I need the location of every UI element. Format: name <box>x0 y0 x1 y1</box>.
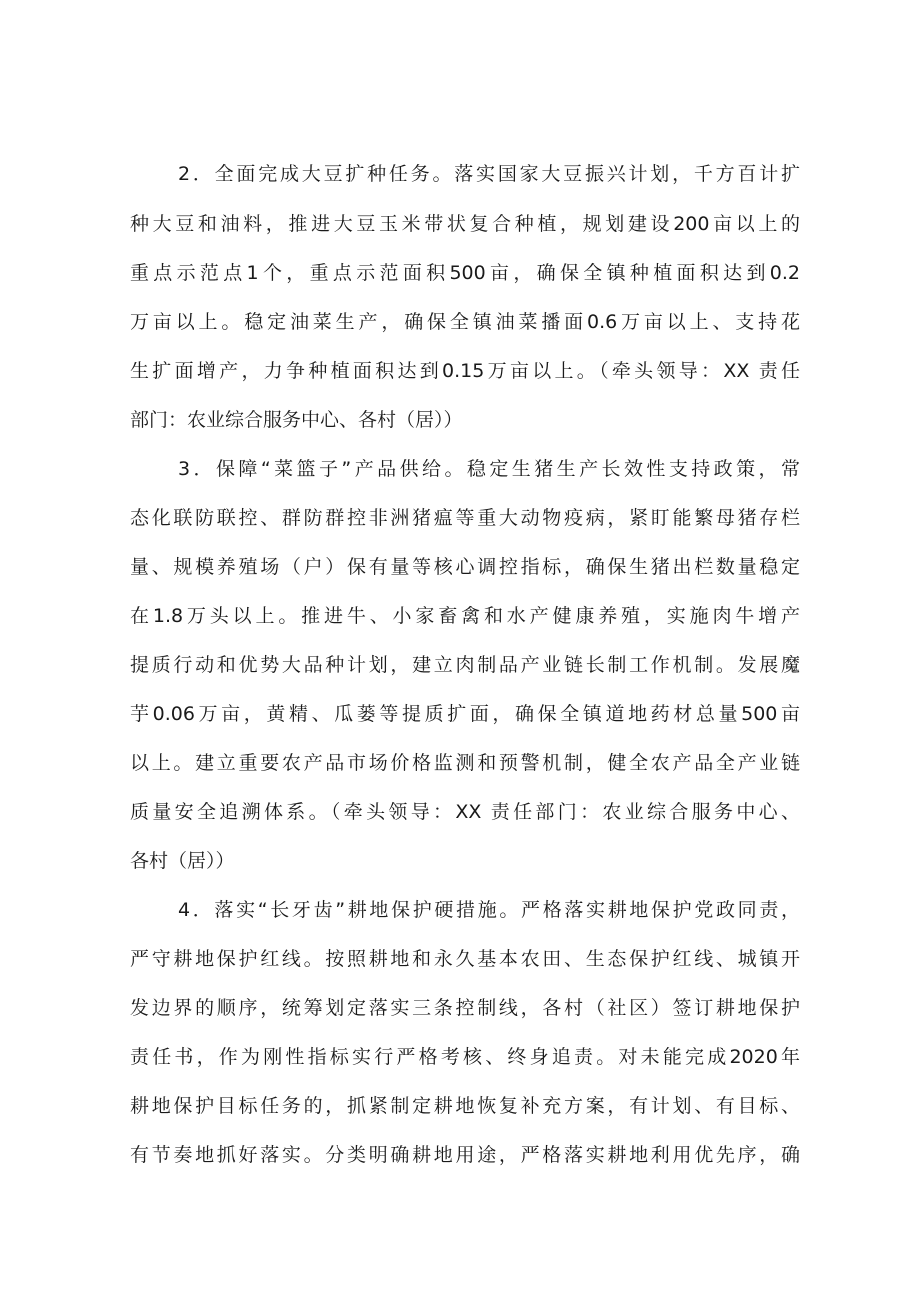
paragraph-line: 3．保障“菜篮子”产品供给。稳定生猪生产长效性支持政策，常 <box>178 458 800 480</box>
paragraph-line: 4．落实“长牙齿”耕地保护硬措施。严格落实耕地保护党政同责， <box>178 899 800 921</box>
paragraph-line: 重点示范点1个，重点示范面积500亩，确保全镇种植面积达到0.2 <box>130 262 800 284</box>
paragraph-line: 发边界的顺序，统筹划定落实三条控制线，各村（社区）签订耕地保护 <box>130 997 800 1019</box>
paragraph-line: 生扩面增产，力争种植面积达到0.15万亩以上。（牵头领导：XX 责任 <box>130 360 800 382</box>
paragraph-line: 严守耕地保护红线。按照耕地和永久基本农田、生态保护红线、城镇开 <box>130 948 800 970</box>
paragraph-line: 各村（居）） <box>130 850 235 872</box>
paragraph-line: 万亩以上。稳定油菜生产，确保全镇油菜播面0.6万亩以上、支持花 <box>130 311 800 333</box>
paragraph-line: 以上。建立重要农产品市场价格监测和预警机制，健全农产品全产业链 <box>130 752 800 774</box>
paragraph-line: 责任书，作为刚性指标实行严格考核、终身追责。对未能完成2020年 <box>130 1046 800 1068</box>
paragraph-line: 质量安全追溯体系。（牵头领导：XX 责任部门：农业综合服务中心、 <box>130 801 800 823</box>
paragraph-line: 2．全面完成大豆扩种任务。落实国家大豆振兴计划，千方百计扩 <box>178 163 800 185</box>
paragraph-line: 提质行动和优势大品种计划，建立肉制品产业链长制工作机制。发展魔 <box>130 654 800 676</box>
paragraph-line: 耕地保护目标任务的，抓紧制定耕地恢复补充方案，有计划、有目标、 <box>130 1095 800 1117</box>
paragraph-line: 种大豆和油料，推进大豆玉米带状复合种植，规划建设200亩以上的 <box>130 213 800 235</box>
paragraph-line: 在1.8万头以上。推进牛、小家畜禽和水产健康养殖，实施肉牛增产 <box>130 605 800 627</box>
paragraph-line: 有节奏地抓好落实。分类明确耕地用途，严格落实耕地利用优先序，确 <box>130 1144 800 1166</box>
paragraph-line: 态化联防联控、群防群控非洲猪瘟等重大动物疫病，紧盯能繁母猪存栏 <box>130 507 800 529</box>
paragraph-line: 量、规模养殖场（户）保有量等核心调控指标，确保生猪出栏数量稳定 <box>130 556 800 578</box>
paragraph-line: 芋0.06万亩，黄精、瓜蒌等提质扩面，确保全镇道地药材总量500亩 <box>130 703 800 725</box>
paragraph-line: 部门：农业综合服务中心、各村（居）） <box>130 409 463 431</box>
